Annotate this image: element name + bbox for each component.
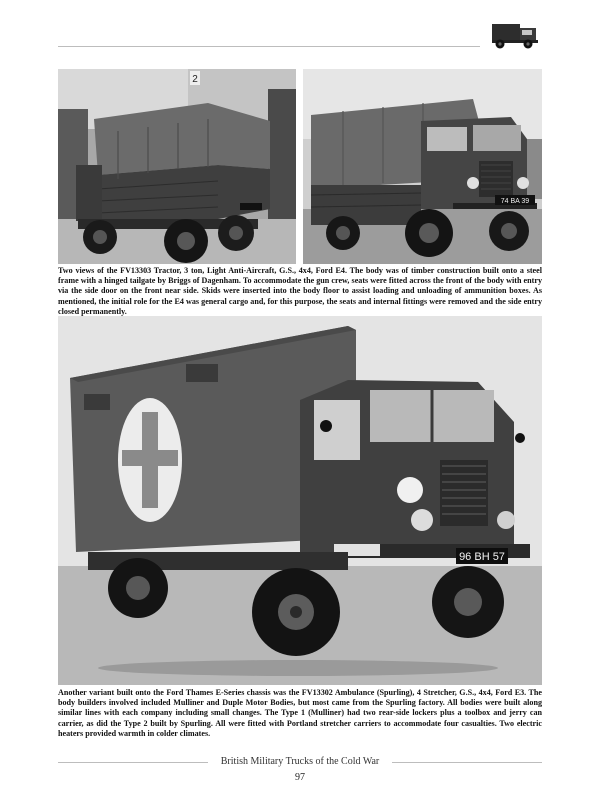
- ambulance-number-plate: 96 BH 57: [459, 551, 505, 563]
- photo-fv13302-ambulance: [58, 316, 542, 685]
- left-photo-board-number: 2: [192, 74, 198, 85]
- header-truck-thumbnail: [490, 18, 542, 50]
- photo-fv13303-front-view: [303, 69, 542, 264]
- caption-fv13303: Two views of the FV13303 Tractor, 3 ton, Light Anti-Aircraft, G.S., 4x4, Ford E4. The body was of timber construction built onto a steel frame with a hinged tailgate by Briggs of Dagenham. To accommodate the gun crew, seats were fitted across the front of the body with entry via the side door on the front near side. Skids were inserted into the body floor to assist loading and unloading of ammunition boxes. As mentioned, the initial role for the E4 was general cargo and, for this purpose, the seats and internal fittings were removed and the side entry closed permanently.: [58, 266, 542, 316]
- right-photo-number-plate: 74 BA 39: [500, 198, 530, 205]
- header-rule: [58, 46, 480, 47]
- caption-fv13302: Another variant built onto the Ford Thames E-Series chassis was the FV13302 Ambulance (Spurling), 4 Stretcher, G.S., 4x4, Ford E3. The body builders involved included Mulliner and Duple Motor Bodies, but most came from the Spurling factory. All bodies were built along similar lines with each company including small changes. The Type 1 (Mulliner) had two rear-side lockers plus a toolbox and jerry can carrier, as did the Type 2 built by Spurling. All were fitted with Portland stretcher carriers to accommodate four casualties. Two electric heaters provided warmth in colder climates.: [58, 688, 542, 738]
- page-number: 97: [295, 772, 305, 783]
- photo-fv13303-rear-view: [58, 69, 296, 264]
- footer-rule-right: [392, 762, 542, 763]
- footer-rule-left: [58, 762, 208, 763]
- footer-book-title: British Military Trucks of the Cold War: [220, 756, 380, 767]
